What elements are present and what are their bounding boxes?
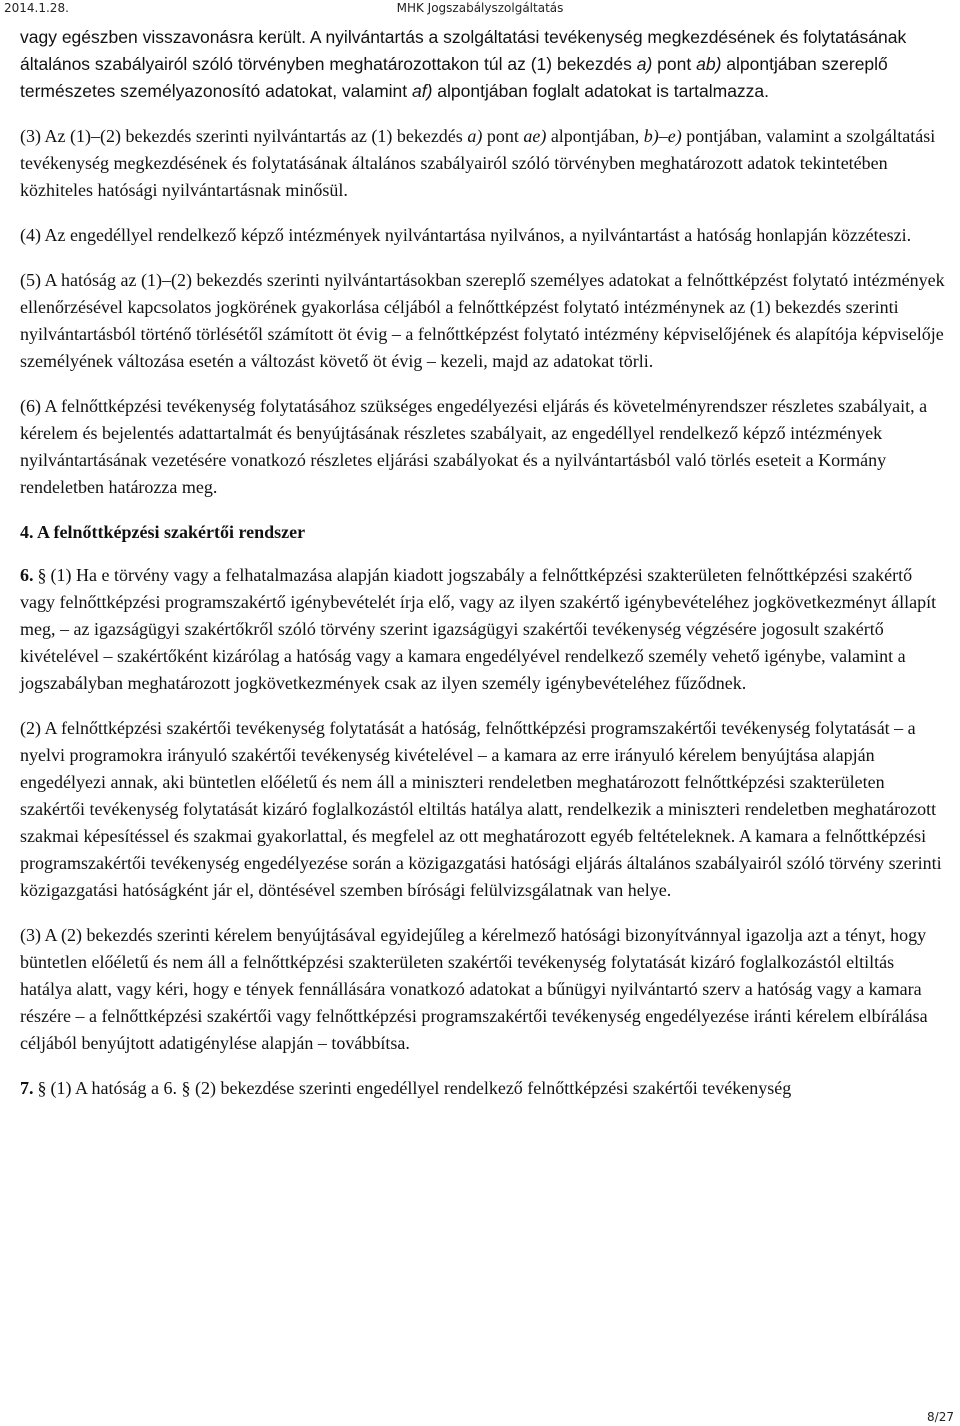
text-run: (3) Az (1)–(2) bekezdés szerinti nyilvántartás az (1) bekezdés xyxy=(20,126,468,146)
section-7-paragraph-1 xyxy=(20,1075,945,1102)
document-body xyxy=(20,24,945,1120)
text-run: (1) A hatóság a 6. § (2) bekezdése szerinti engedéllyel rendelkező felnőttképzési szakértői tevékenység xyxy=(50,1078,792,1098)
paragraph-5: (5) A hatóság az (1)–(2) bekezdés szerinti nyilvántartásokban szereplő személyes adatokat a felnőttképzést folytató intézmények ellenőrzésével kapcsolatos jogkörének gyakorlása céljából a felnőttképzést folytató intézménynek az (1) bekezdés szerinti nyilvántartásból történő törlésétől számított öt évig – a felnőttképzést folytató intézmény képviselőjének és alapítója képviselője személyének változása esetén a változást követő öt évig – kezeli, majd az adatokat törli. xyxy=(20,270,945,371)
text-run-italic: a) xyxy=(467,126,483,146)
text-run: alpontjában foglalt adatokat is tartalmazza. xyxy=(432,81,770,101)
text-run: (1) Ha e törvény vagy a felhatalmazása alapján kiadott jogszabály a felnőttképzési szakterületen felnőttképzési szakértő vagy felnőttképzési programszakértő igénybevételét írja elő, vagy az ilyen szakértő igénybevételéhez jogkövetkezményt állapít meg, – az igazságügyi szakértőkről szóló törvény szerint igazságügyi szakértői tevékenység végzésére jogosult szakértő kivételével – szakértőként kizárólag a hatóság vagy a kamara engedélyével rendelkező személy vehető igénybe, valamint a jogszabályban meghatározott jogkövetkezmények csak az ilyen személy igénybevételéhez fűződnek. xyxy=(20,565,937,693)
section-6-paragraph-3: (3) A (2) bekezdés szerinti kérelem benyújtásával egyidejűleg a kérelmező hatósági bizonyítvánnyal igazolja azt a tényt, hogy büntetlen előéletű és nem áll a felnőttképzési szakterületen szakértői tevékenység folytatását kizáró foglalkozástól eltiltás hatálya alatt, vagy kéri, hogy e tények fennállására vonatkozó adatokat a bűnügyi nyilvántartó szerv a hatóság vagy a kamara részére – a felnőttképzési szakértői vagy felnőttképzési programszakértői tevékenység engedélyezése iránti kérelem elbírálása céljából benyújtott adatigénylése alapján – továbbítsa. xyxy=(20,925,928,1053)
text-run: pontjában, valamint a szolgáltatási tevékenység megkezdésének és folytatásának általános szabályairól szóló törvényben meghatározott adatok tekintetében közhiteles hatósági nyilvántartásnak minősül. xyxy=(20,126,936,200)
text-run-italic: a) xyxy=(636,54,653,74)
print-title: MHK Jogszabályszolgáltatás xyxy=(396,1,564,15)
text-run: pont xyxy=(652,54,697,74)
page-number: 8/27 xyxy=(927,1410,954,1424)
text-run: vagy egészben visszavonásra került. A nyilvántartás a szolgáltatási tevékenység megkezdésének és folytatásának általános szabályairól szóló törvényben meghatározottakon túl az (1) bekezdés xyxy=(20,27,907,74)
text-run: pont xyxy=(482,126,524,146)
text-run-italic: ab) xyxy=(696,54,722,74)
text-run-italic: ae) xyxy=(523,126,547,146)
section-6-paragraph-2: (2) A felnőttképzési szakértői tevékenység folytatását a hatóság, felnőttképzési programszakértői tevékenység folytatását – a nyelvi programokra irányuló szakértői tevékenység kivételével – a kamara az erre irányuló kérelem benyújtása alapján engedélyezi annak, aki büntetlen előéletű és nem áll a miniszteri rendeletben meghatározott felnőttképzési szakterületen szakértői tevékenység folytatását kizáró foglalkozástól eltiltás hatálya alatt, rendelkezik a miniszteri rendeletben meghatározott szakmai képesítéssel és szakmai gyakorlattal, és megfelel az ott meghatározott egyéb feltételeknek. A kamara a felnőttképzési programszakértői tevékenység engedélyezése során a közigazgatási hatósági eljárás általános szabályairól szóló törvény szerinti közigazgatási hatóságként jár el, döntésével szemben bírósági felülvizsgálatnak van helye. xyxy=(20,718,942,900)
paragraph-continuation xyxy=(20,24,945,105)
section-number: 7. xyxy=(20,1078,34,1098)
print-header xyxy=(0,0,960,20)
section-heading: 4. A felnőttképzési szakértői rendszer xyxy=(20,522,306,542)
print-date: 2014.1.28. xyxy=(4,1,69,15)
text-run: alpontjában szereplő természetes személyazonosító adatokat, valamint xyxy=(20,54,888,101)
text-run-italic: b)–e) xyxy=(643,126,682,146)
paragraph-sign: § xyxy=(37,565,47,585)
paragraph-4: (4) Az engedéllyel rendelkező képző intézmények nyilvántartása nyilvános, a nyilvántartást a hatóság honlapján közzéteszi. xyxy=(20,225,912,245)
section-number: 6. xyxy=(20,565,34,585)
text-run: alpontjában, xyxy=(546,126,644,146)
text-run-italic: af) xyxy=(412,81,433,101)
paragraph-6: (6) A felnőttképzési tevékenység folytatásához szükséges engedélyezési eljárás és követelményrendszer részletes szabályait, a kérelem és bejelentés adattartalmát és benyújtásának részletes szabályait, az engedéllyel rendelkező képző intézmények nyilvántartásának vezetésére vonatkozó részletes eljárási szabályokat és a nyilvántartásból való törlés eseteit a Kormány rendeletben határozza meg. xyxy=(20,396,928,497)
paragraph-3 xyxy=(20,123,945,204)
paragraph-sign: § xyxy=(37,1078,47,1098)
section-6-paragraph-1 xyxy=(20,562,945,697)
